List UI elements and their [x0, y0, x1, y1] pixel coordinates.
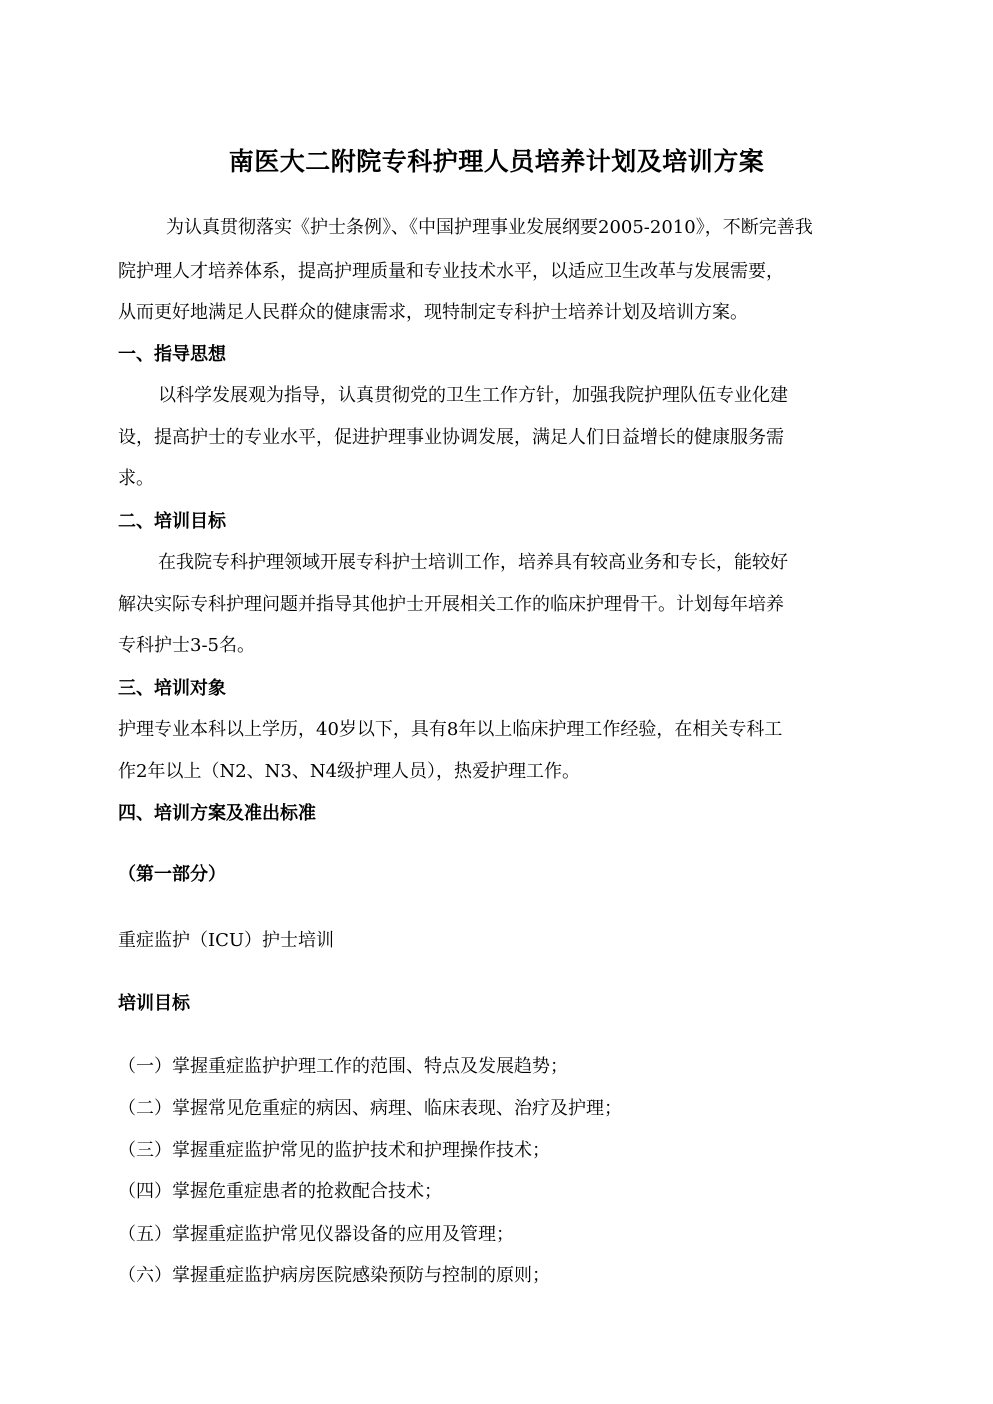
goal-item: （六）掌握重症监护病房医院感染预防与控制的原则；	[118, 1265, 550, 1286]
section1-line-3: 求。	[118, 468, 154, 489]
section1-heading: 一、指导思想	[118, 344, 226, 365]
section1-line-2: 设，提高护士的专业水平，促进护理事业协调发展，满足人们日益增长的健康服务需	[118, 427, 784, 448]
document-title: 南医大二附院专科护理人员培养计划及培训方案	[228, 147, 765, 176]
section3-line-1: 护理专业本科以上学历，40岁以下，具有8年以上临床护理工作经验，在相关专科工	[118, 719, 783, 740]
section1-line-1: 以科学发展观为指导，认真贯彻党的卫生工作方针，加强我院护理队伍专业化建	[158, 385, 788, 406]
goal-item: （五）掌握重症监护常见仪器设备的应用及管理；	[118, 1224, 514, 1245]
goal-item: （二）掌握常见危重症的病因、病理、临床表现、治疗及护理；	[118, 1098, 622, 1119]
part1-label: （第一部分）	[118, 864, 226, 885]
intro-line-1: 为认真贯彻落实《护士条例》、《中国护理事业发展纲要2005-2010》，不断完善我	[166, 217, 813, 238]
section3-line-2: 作2年以上（N2、N3、N4级护理人员），热爱护理工作。	[118, 761, 581, 782]
goal-item: （四）掌握危重症患者的抢救配合技术；	[118, 1181, 442, 1202]
section2-line-3: 专科护士3-5名。	[118, 635, 255, 656]
intro-line-2: 院护理人才培养体系，提高护理质量和专业技术水平，以适应卫生改革与发展需要，	[118, 261, 784, 282]
section3-heading: 三、培训对象	[118, 678, 226, 699]
section2-line-2: 解决实际专科护理问题并指导其他护士开展相关工作的临床护理骨干。计划每年培养	[118, 594, 784, 615]
section2-heading: 二、培训目标	[118, 511, 226, 532]
section2-line-1: 在我院专科护理领域开展专科护士培训工作，培养具有较高业务和专长，能较好	[158, 552, 788, 573]
goal-item: （三）掌握重症监护常见的监护技术和护理操作技术；	[118, 1140, 550, 1161]
part1-goals-heading: 培训目标	[118, 993, 190, 1014]
intro-line-3: 从而更好地满足人民群众的健康需求，现特制定专科护士培养计划及培训方案。	[118, 302, 748, 323]
part1-subtitle: 重症监护（ICU）护士培训	[118, 930, 335, 951]
section4-heading: 四、培训方案及准出标准	[118, 803, 316, 824]
goal-item: （一）掌握重症监护护理工作的范围、特点及发展趋势；	[118, 1056, 568, 1077]
